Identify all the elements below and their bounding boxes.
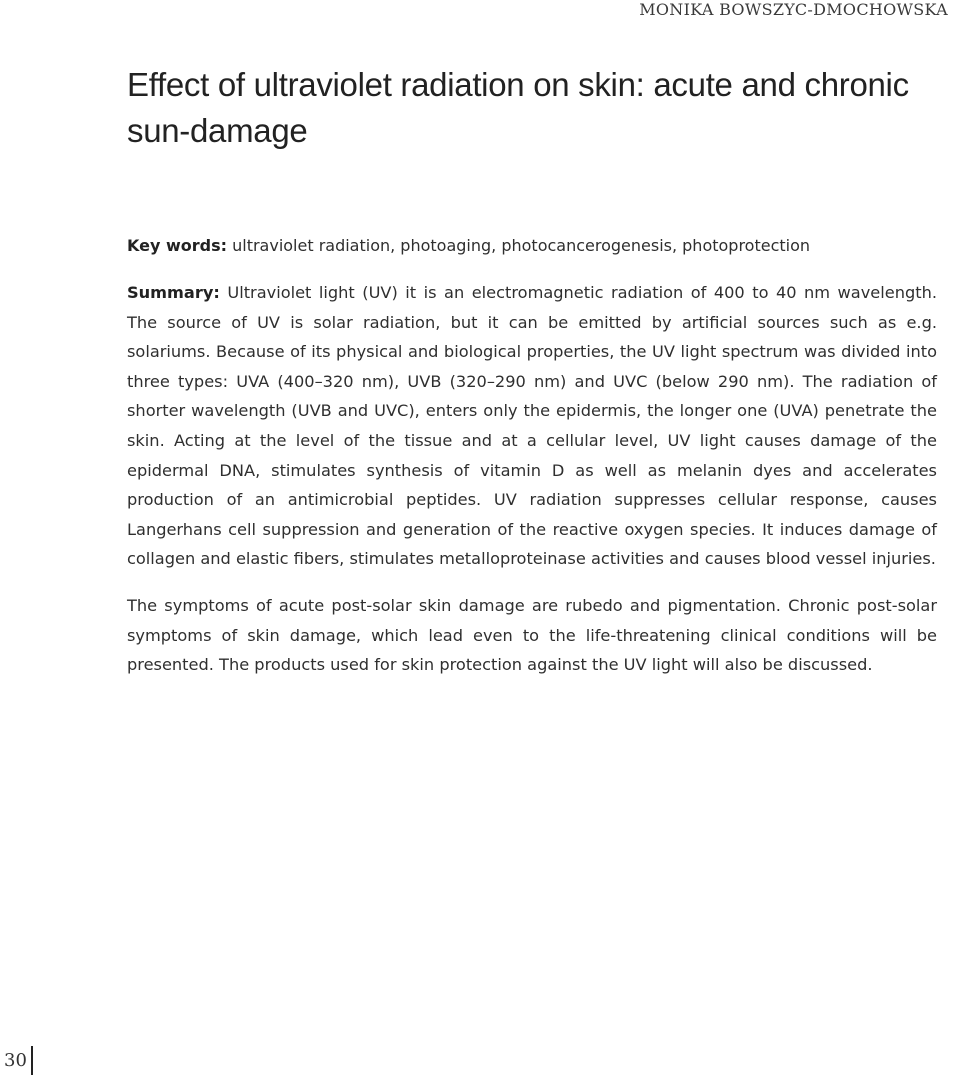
summary-text: Ultraviolet light (UV) it is an electromagnetic radiation of 400 to 40 nm wavelength. The source of UV is solar radiation, but it can be emitted by artificial sources such as e.g. solariums. Because of its physical and biological properties, the UV light spectrum was divided into three types: UVA (400–320 nm), UVB (320–290 nm) and UVC (below 290 nm). The radiation of shorter wavelength (UVB and UVC), enters only the epidermis, the longer one (UVA) penetrate the skin. Acting at the level of the tissue and at a cellular level, UV light causes damage of the epidermal DNA, stimulates synthesis of vitamin D as well as melanin dyes and accelerates production of an antimicrobial peptides. UV radiation suppresses cellular response, causes Langerhans cell suppression and generation of the reactive oxygen species. It induces damage of collagen and elastic fibers, stimulates metalloproteinase activities and causes blood vessel injuries. [127, 283, 937, 569]
page-number-box [0, 1046, 33, 1075]
page-number: 30 [4, 1050, 27, 1071]
keywords-label: Key words: [127, 236, 228, 255]
article-title: Effect of ultraviolet radiation on skin: acute and chronic sun-damage [127, 66, 909, 149]
summary-paragraph [127, 278, 937, 574]
keywords-paragraph [127, 234, 937, 258]
keywords-text: ultraviolet radiation, photoaging, photocancerogenesis, photoprotection [227, 236, 811, 255]
summary-paragraph-2: The symptoms of acute post-solar skin damage are rubedo and pigmentation. Chronic post-solar symptoms of skin damage, which lead even to the life-threatening clinical conditions will be presented. The products used for skin protection against the UV light will also be discussed. [127, 596, 937, 675]
page-number-rule [31, 1046, 33, 1075]
running-head-author: MONIKA BOWSZYC-DMOCHOWSKA [639, 0, 948, 19]
summary-label: Summary: [127, 283, 220, 302]
